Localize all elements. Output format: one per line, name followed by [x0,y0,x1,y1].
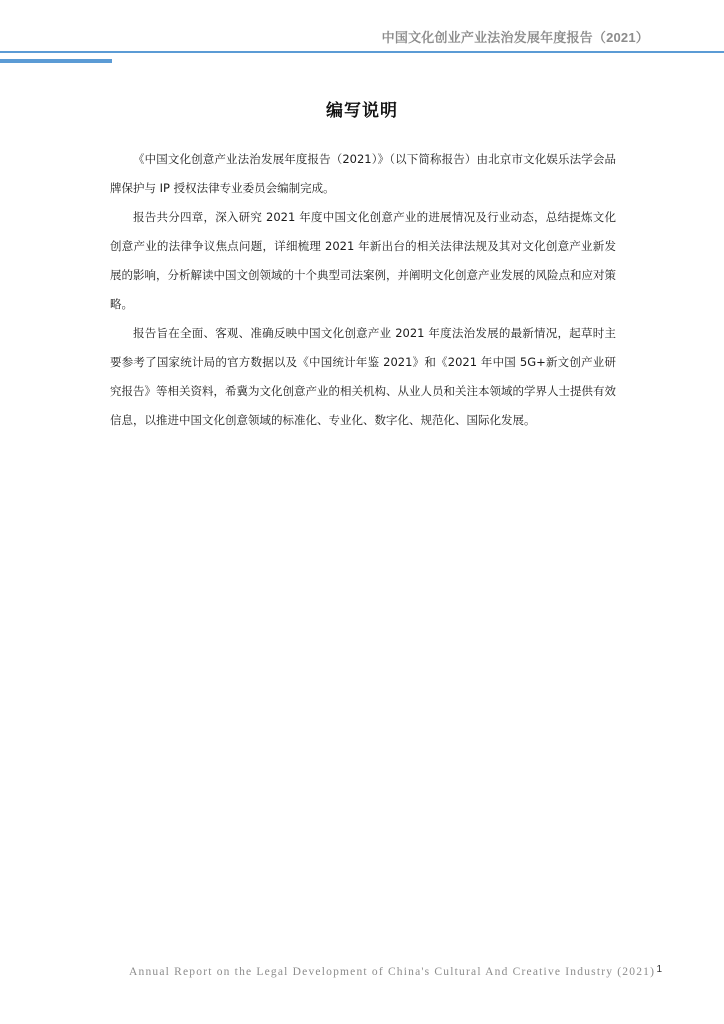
document-body [110,145,616,435]
header-accent-bar [0,59,112,63]
header-rule-line [0,51,724,53]
page-number: 1 [656,964,662,975]
body-paragraph-3: 报告旨在全面、客观、准确反映中国文化创意产业 2021 年度法治发展的最新情况，起草时主要参考了国家统计局的官方数据以及《中国统计年鉴 2021》和《2021 年中国 5G+新文创产业研究报告》等相关资料，希冀为文化创意产业的相关机构、从业人员和关注本领域的学界人士提供有效信息，以推进中国文化创意领域的标准化、专业化、数字化、规范化、国际化发展。 [110,326,616,427]
body-paragraph-1: 《中国文化创意产业法治发展年度报告（2021）》（以下简称报告）由北京市文化娱乐法学会品牌保护与 IP 授权法律专业委员会编制完成。 [110,152,616,195]
body-paragraph-2: 报告共分四章，深入研究 2021 年度中国文化创意产业的进展情况及行业动态，总结提炼文化创意产业的法律争议焦点问题，详细梳理 2021 年新出台的相关法律法规及其对文化创意产业新发展的影响，分析解读中国文创领域的十个典型司法案例，并阐明文化创意产业发展的风险点和应对策略。 [110,210,616,311]
running-header-title: 中国文化创业产业法治发展年度报告（2021） [381,30,649,45]
footer-report-name: Annual Report on the Legal Development of China's Cultural And Creative Industry (2021) [129,966,656,978]
document-title: 编写说明 [326,101,398,121]
